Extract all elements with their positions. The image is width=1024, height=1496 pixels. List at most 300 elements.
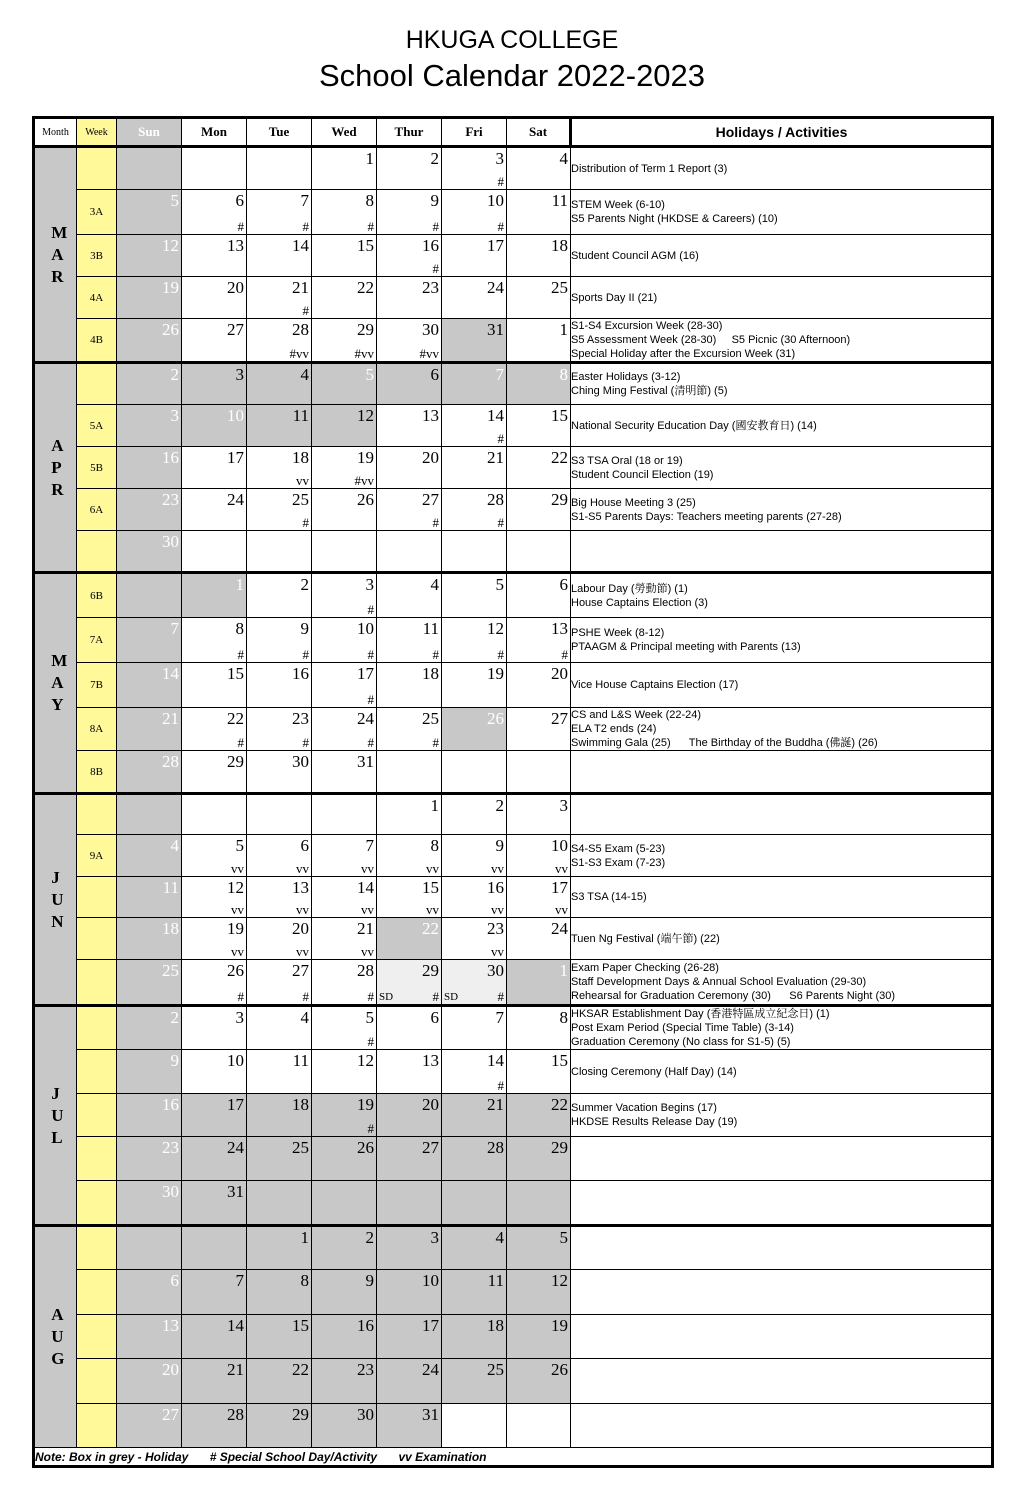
day-number: 22: [551, 1095, 568, 1114]
activity-item: National Security Education Day (國安教育日) (14): [571, 419, 817, 432]
day-number: 23: [487, 919, 504, 938]
day-marker: vv: [231, 902, 244, 917]
day-cell: [507, 618, 571, 663]
day-number: 27: [292, 961, 309, 980]
day-number: 5: [365, 1008, 374, 1027]
school-name: HKUGA COLLEGE: [405, 26, 619, 54]
day-number: 4: [430, 575, 439, 594]
activity-item: Distribution of Term 1 Report (3): [571, 162, 728, 175]
legend-exam: vv Examination: [398, 1449, 487, 1464]
day-cell: [442, 1094, 507, 1137]
day-marker: #: [432, 989, 439, 1004]
day-cell: [507, 319, 571, 363]
day-cell: [182, 363, 247, 405]
day-number: 16: [357, 1316, 374, 1335]
day-number: 8: [559, 365, 568, 384]
day-cell: [117, 319, 182, 363]
activity-item: S1-S5 Parents Days: Teachers meeting parents (27-28): [571, 510, 842, 523]
day-cell: [442, 1270, 507, 1315]
header-mon: Mon: [182, 118, 247, 147]
day-number: 4: [170, 836, 179, 855]
activities-cell: [571, 663, 993, 708]
day-number: 24: [551, 919, 568, 938]
legend-special: # Special School Day/Activity: [209, 1449, 378, 1464]
day-cell: [507, 147, 571, 190]
activity-item: Summer Vacation Begins (17): [571, 1102, 717, 1114]
day-cell: [117, 190, 182, 235]
day-number: 20: [551, 664, 568, 683]
activity-item: Swimming Gala (25) The Birthday of the Buddha (佛誕) (26): [571, 737, 878, 749]
day-cell: [247, 235, 312, 277]
day-number: 12: [357, 1051, 374, 1070]
day-number: 8: [235, 619, 244, 638]
day-marker: #: [367, 1121, 374, 1136]
day-cell: [312, 1226, 377, 1270]
day-cell: [312, 1404, 377, 1448]
day-cell: [312, 1094, 377, 1137]
week-code: 5B: [77, 447, 117, 489]
day-marker: #: [302, 219, 309, 234]
day-cell: [442, 363, 507, 405]
week-row: [34, 573, 993, 618]
activity-item: S1-S4 Excursion Week (28-30): [571, 320, 723, 332]
day-number: 3: [495, 149, 504, 168]
day-marker: #: [432, 647, 439, 662]
day-number: 29: [357, 320, 374, 339]
day-number: 27: [422, 1138, 439, 1157]
day-cell: [507, 1006, 571, 1050]
week-row: [34, 1050, 993, 1094]
day-marker: #: [497, 989, 504, 1004]
activities-cell: [571, 190, 993, 235]
week-row: [34, 877, 993, 918]
day-cell: [442, 751, 507, 794]
day-tag: SD: [379, 991, 394, 1003]
day-number: 11: [292, 1051, 309, 1070]
day-number: 9: [170, 1051, 179, 1070]
day-marker: vv: [555, 861, 568, 876]
day-number: 7: [300, 191, 309, 210]
day-number: 26: [487, 709, 504, 728]
day-number: 3: [235, 365, 244, 384]
activities-cell: [571, 363, 993, 405]
day-cell: [312, 573, 377, 618]
day-marker: #: [432, 219, 439, 234]
day-number: 16: [162, 1095, 179, 1114]
day-number: 26: [162, 320, 179, 339]
day-number: 16: [162, 448, 179, 467]
activity-item: Ching Ming Festival (清明節) (5): [571, 385, 728, 397]
month-name: JUN: [51, 867, 64, 931]
activity-item: S5 Parents Night (HKDSE & Careers) (10): [571, 213, 778, 225]
day-number: 27: [422, 490, 439, 509]
day-number: 17: [227, 448, 244, 467]
day-number: 1: [430, 796, 439, 815]
day-cell: [312, 190, 377, 235]
day-cell: [117, 147, 182, 190]
day-marker: #: [367, 1034, 374, 1049]
day-marker: #: [237, 219, 244, 234]
day-cell: [117, 794, 182, 835]
day-number: 15: [551, 1051, 568, 1070]
day-number: 27: [162, 1405, 179, 1424]
activity-item: Staff Development Days & Annual School Evaluation (29-30): [571, 976, 867, 988]
day-cell: [312, 405, 377, 447]
activity-item: Special Holiday after the Excursion Week (31): [571, 348, 796, 360]
day-number: 17: [422, 1316, 439, 1335]
day-cell: [312, 447, 377, 489]
day-marker: #: [432, 735, 439, 750]
week-code: [77, 1404, 117, 1448]
day-number: 3: [430, 1228, 439, 1247]
day-cell: [507, 190, 571, 235]
day-number: 7: [495, 365, 504, 384]
week-row: [34, 751, 993, 794]
day-marker: vv: [296, 902, 309, 917]
day-marker: #: [302, 989, 309, 1004]
day-number: 29: [422, 961, 439, 980]
day-number: 17: [487, 236, 504, 255]
day-number: 6: [559, 575, 568, 594]
day-number: 6: [300, 836, 309, 855]
day-cell: [377, 235, 442, 277]
week-code: 8A: [77, 708, 117, 751]
day-cell: [182, 1404, 247, 1448]
day-cell: [312, 531, 377, 573]
day-cell: [182, 1226, 247, 1270]
week-row: [34, 531, 993, 573]
day-number: 10: [551, 836, 568, 855]
day-number: 19: [357, 448, 374, 467]
day-cell: [247, 447, 312, 489]
day-cell: [442, 235, 507, 277]
day-cell: [247, 1137, 312, 1181]
day-number: 4: [559, 149, 568, 168]
activity-item: Rehearsal for Graduation Ceremony (30) S6 Parents Night (30): [571, 990, 896, 1002]
day-number: 7: [495, 1008, 504, 1027]
day-cell: [442, 489, 507, 531]
day-cell: [182, 1137, 247, 1181]
day-cell: [247, 1226, 312, 1270]
day-marker: #: [302, 735, 309, 750]
day-number: 14: [487, 406, 504, 425]
activities-cell: [571, 918, 993, 960]
day-number: 18: [292, 1095, 309, 1114]
week-row: [34, 1226, 993, 1270]
day-cell: [312, 1137, 377, 1181]
month-label: [34, 1226, 77, 1448]
week-code: 5A: [77, 405, 117, 447]
day-number: 7: [170, 619, 179, 638]
day-number: 17: [357, 664, 374, 683]
day-cell: [117, 1094, 182, 1137]
day-marker: #: [302, 515, 309, 530]
day-cell: [182, 1181, 247, 1226]
day-cell: [507, 489, 571, 531]
day-number: 26: [551, 1360, 568, 1379]
activities-cell: [571, 277, 993, 319]
day-number: 18: [487, 1316, 504, 1335]
day-marker: vv: [296, 944, 309, 959]
week-code: [77, 1137, 117, 1181]
day-cell: [182, 147, 247, 190]
day-cell: [507, 1050, 571, 1094]
activity-item: Sports Day II (21): [571, 291, 658, 304]
day-cell: [507, 1094, 571, 1137]
day-cell: [377, 960, 442, 1006]
day-cell: [442, 277, 507, 319]
day-cell: [442, 708, 507, 751]
day-number: 3: [365, 575, 374, 594]
day-cell: [247, 835, 312, 877]
day-number: 30: [162, 532, 179, 551]
day-cell: [442, 531, 507, 573]
day-number: 26: [357, 1138, 374, 1157]
day-number: 3: [170, 406, 179, 425]
activities-cell: [571, 573, 993, 618]
day-marker: vv: [361, 944, 374, 959]
day-marker: #: [497, 1078, 504, 1093]
activity-item: Student Council Election (19): [571, 468, 714, 481]
day-number: 23: [292, 709, 309, 728]
activities-cell: [571, 1270, 993, 1315]
day-cell: [182, 618, 247, 663]
day-number: 28: [357, 961, 374, 980]
day-cell: [312, 618, 377, 663]
day-number: 12: [487, 619, 504, 638]
day-marker: vv: [231, 944, 244, 959]
day-marker: #vv: [354, 473, 374, 488]
day-cell: [247, 573, 312, 618]
day-cell: [247, 190, 312, 235]
day-number: 11: [292, 406, 309, 425]
day-cell: [377, 147, 442, 190]
day-cell: [377, 1226, 442, 1270]
day-cell: [507, 663, 571, 708]
day-cell: [377, 363, 442, 405]
day-number: 25: [551, 278, 568, 297]
day-number: 31: [422, 1405, 439, 1424]
activities-cell: [571, 1404, 993, 1448]
day-cell: [377, 618, 442, 663]
day-number: 28: [162, 752, 179, 771]
week-row: [34, 708, 993, 751]
day-number: 6: [430, 1008, 439, 1027]
day-number: 30: [422, 320, 439, 339]
day-marker: #: [367, 602, 374, 617]
day-cell: [312, 918, 377, 960]
week-code: [77, 918, 117, 960]
week-code: [77, 877, 117, 918]
week-row: [34, 277, 993, 319]
day-number: 6: [170, 1271, 179, 1290]
day-cell: [117, 1137, 182, 1181]
day-number: 5: [495, 575, 504, 594]
day-cell: [182, 1315, 247, 1359]
day-number: 15: [292, 1316, 309, 1335]
day-number: 24: [487, 278, 504, 297]
day-marker: #: [367, 735, 374, 750]
day-cell: [182, 190, 247, 235]
day-number: 1: [235, 575, 244, 594]
day-marker: #: [367, 219, 374, 234]
day-number: 29: [292, 1405, 309, 1424]
activities-cell: [571, 960, 993, 1006]
week-code: 4B: [77, 319, 117, 363]
day-number: 13: [227, 236, 244, 255]
day-number: 26: [357, 490, 374, 509]
day-number: 11: [422, 619, 439, 638]
day-number: 12: [551, 1271, 568, 1290]
day-marker: #: [302, 647, 309, 662]
day-cell: [247, 1270, 312, 1315]
header-month: Month: [34, 118, 77, 147]
activity-item: Graduation Ceremony (No class for S1-5) (5): [571, 1036, 791, 1048]
day-cell: [247, 147, 312, 190]
day-number: 21: [292, 278, 309, 297]
day-cell: [377, 277, 442, 319]
day-cell: [442, 1050, 507, 1094]
day-cell: [507, 1270, 571, 1315]
week-row: [34, 1094, 993, 1137]
week-row: [34, 190, 993, 235]
day-marker: vv: [361, 902, 374, 917]
day-number: 8: [300, 1271, 309, 1290]
day-number: 15: [551, 406, 568, 425]
day-number: 23: [162, 1138, 179, 1157]
activities-cell: [571, 1181, 993, 1226]
day-cell: [377, 405, 442, 447]
day-cell: [507, 405, 571, 447]
day-cell: [247, 1050, 312, 1094]
day-cell: [247, 960, 312, 1006]
week-code: 3B: [77, 235, 117, 277]
day-cell: [182, 447, 247, 489]
month-label: [34, 363, 77, 573]
day-number: 19: [227, 919, 244, 938]
day-number: 25: [292, 490, 309, 509]
day-number: 2: [430, 149, 439, 168]
header-sun: Sun: [117, 118, 182, 147]
day-cell: [247, 405, 312, 447]
day-number: 20: [227, 278, 244, 297]
week-code: [77, 1006, 117, 1050]
day-cell: [312, 877, 377, 918]
activity-item: Easter Holidays (3-12): [571, 371, 681, 383]
week-code: [77, 794, 117, 835]
day-number: 25: [487, 1360, 504, 1379]
day-cell: [117, 960, 182, 1006]
day-number: 14: [357, 878, 374, 897]
day-cell: [182, 531, 247, 573]
day-number: 9: [430, 191, 439, 210]
day-cell: [182, 489, 247, 531]
day-cell: [247, 663, 312, 708]
day-number: 10: [487, 191, 504, 210]
week-row: [34, 147, 993, 190]
activities-cell: [571, 1006, 993, 1050]
day-tag: SD: [444, 991, 459, 1003]
week-code: 8B: [77, 751, 117, 794]
day-number: 11: [551, 191, 568, 210]
day-cell: [312, 1050, 377, 1094]
day-marker: #: [432, 261, 439, 276]
day-number: 8: [365, 191, 374, 210]
month-label: [34, 794, 77, 1006]
activities-cell: [571, 147, 993, 190]
day-number: 24: [357, 709, 374, 728]
day-number: 20: [162, 1360, 179, 1379]
day-cell: [117, 447, 182, 489]
week-code: 4A: [77, 277, 117, 319]
day-number: 19: [357, 1095, 374, 1114]
day-number: 9: [495, 836, 504, 855]
day-number: 15: [357, 236, 374, 255]
day-number: 8: [559, 1008, 568, 1027]
day-cell: [442, 663, 507, 708]
activities-cell: [571, 1137, 993, 1181]
day-cell: [377, 1270, 442, 1315]
day-number: 7: [365, 836, 374, 855]
activities-cell: [571, 1050, 993, 1094]
day-cell: [377, 663, 442, 708]
day-number: 5: [235, 836, 244, 855]
day-number: 10: [357, 619, 374, 638]
activities-cell: [571, 751, 993, 794]
week-row: [34, 1137, 993, 1181]
day-cell: [507, 877, 571, 918]
day-cell: [377, 447, 442, 489]
day-cell: [507, 235, 571, 277]
day-number: 9: [365, 1271, 374, 1290]
day-cell: [247, 319, 312, 363]
day-cell: [247, 1359, 312, 1404]
day-number: 23: [422, 278, 439, 297]
day-marker: #: [561, 647, 568, 662]
day-cell: [182, 1094, 247, 1137]
activity-item: S4-S5 Exam (5-23): [571, 842, 666, 855]
day-marker: #: [237, 647, 244, 662]
month-name: MAR: [51, 222, 68, 286]
day-number: 25: [162, 961, 179, 980]
day-cell: [442, 1404, 507, 1448]
day-cell: [117, 1404, 182, 1448]
day-marker: vv: [361, 861, 374, 876]
day-number: 12: [357, 406, 374, 425]
day-marker: #: [497, 515, 504, 530]
day-cell: [312, 1315, 377, 1359]
day-number: 14: [227, 1316, 244, 1335]
day-cell: [377, 1359, 442, 1404]
header-activities: Holidays / Activities: [571, 118, 993, 147]
activities-cell: [571, 405, 993, 447]
day-number: 13: [292, 878, 309, 897]
legend-note: [34, 1448, 993, 1467]
day-cell: [117, 363, 182, 405]
day-number: 31: [227, 1182, 244, 1201]
day-cell: [182, 1050, 247, 1094]
day-marker: #: [497, 174, 504, 189]
day-cell: [312, 147, 377, 190]
day-number: 17: [227, 1095, 244, 1114]
day-number: 28: [487, 1138, 504, 1157]
day-cell: [507, 363, 571, 405]
week-code: [77, 1315, 117, 1359]
activity-item: HKSAR Establishment Day (香港特區成立紀念日) (1): [571, 1008, 830, 1020]
week-row: [34, 1315, 993, 1359]
day-cell: [117, 835, 182, 877]
day-cell: [377, 1181, 442, 1226]
